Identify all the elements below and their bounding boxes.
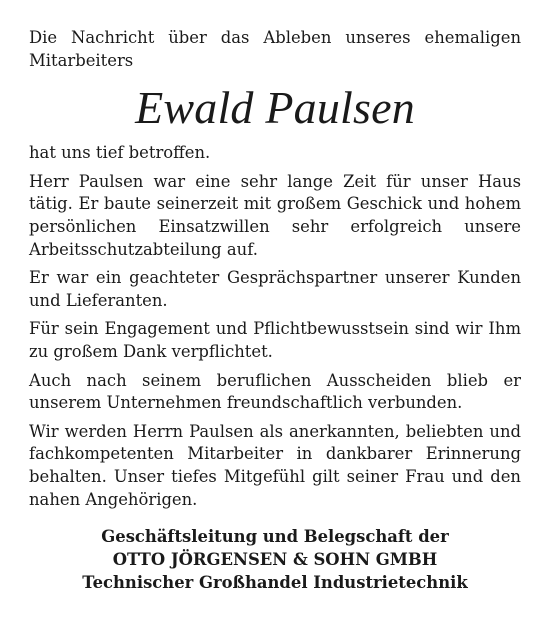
paragraph-affected: hat uns tief betroffen. xyxy=(29,143,211,163)
paragraph-connection: Auch nach seinem beruflichen Ausscheiden blieb er unserem Unternehmen freundschaftlich verbunden. xyxy=(29,370,521,413)
signature-line-staff: Geschäftsleitung und Belegschaft der xyxy=(101,527,449,547)
signature-block xyxy=(29,525,521,594)
signature-line-business: Technischer Großhandel Industrietechnik xyxy=(82,573,468,593)
paragraph-remembrance: Wir werden Herrn Paulsen als anerkannten, beliebten und fachkompetenten Mitarbeiter in dankbarer Erinnerung behalten. Unser tiefes Mitgefühl gilt seiner Frau und den nahen Angehörigen. xyxy=(29,421,521,509)
deceased-name: Ewald Paulsen xyxy=(135,82,415,134)
paragraph-gratitude: Für sein Engagement und Pflichtbewusstsein sind wir Ihm zu großem Dank verpflichtet. xyxy=(29,319,521,361)
signature-line-company: OTTO JÖRGENSEN & SOHN GMBH xyxy=(112,550,438,570)
obituary-notice xyxy=(29,27,521,594)
paragraph-career: Herr Paulsen war eine sehr lange Zeit für unser Haus tätig. Er baute seinerzeit mit großem Geschick und hohem persönlichen Einsatzwillen sehr erfolgreich unsere Arbeitsschutzabteilung auf. xyxy=(29,171,521,259)
paragraph-partner: Er war ein geachteter Gesprächspartner unserer Kunden und Lieferanten. xyxy=(29,268,521,310)
intro-text: Die Nachricht über das Ableben unseres ehemaligen Mitarbeiters xyxy=(29,28,521,70)
